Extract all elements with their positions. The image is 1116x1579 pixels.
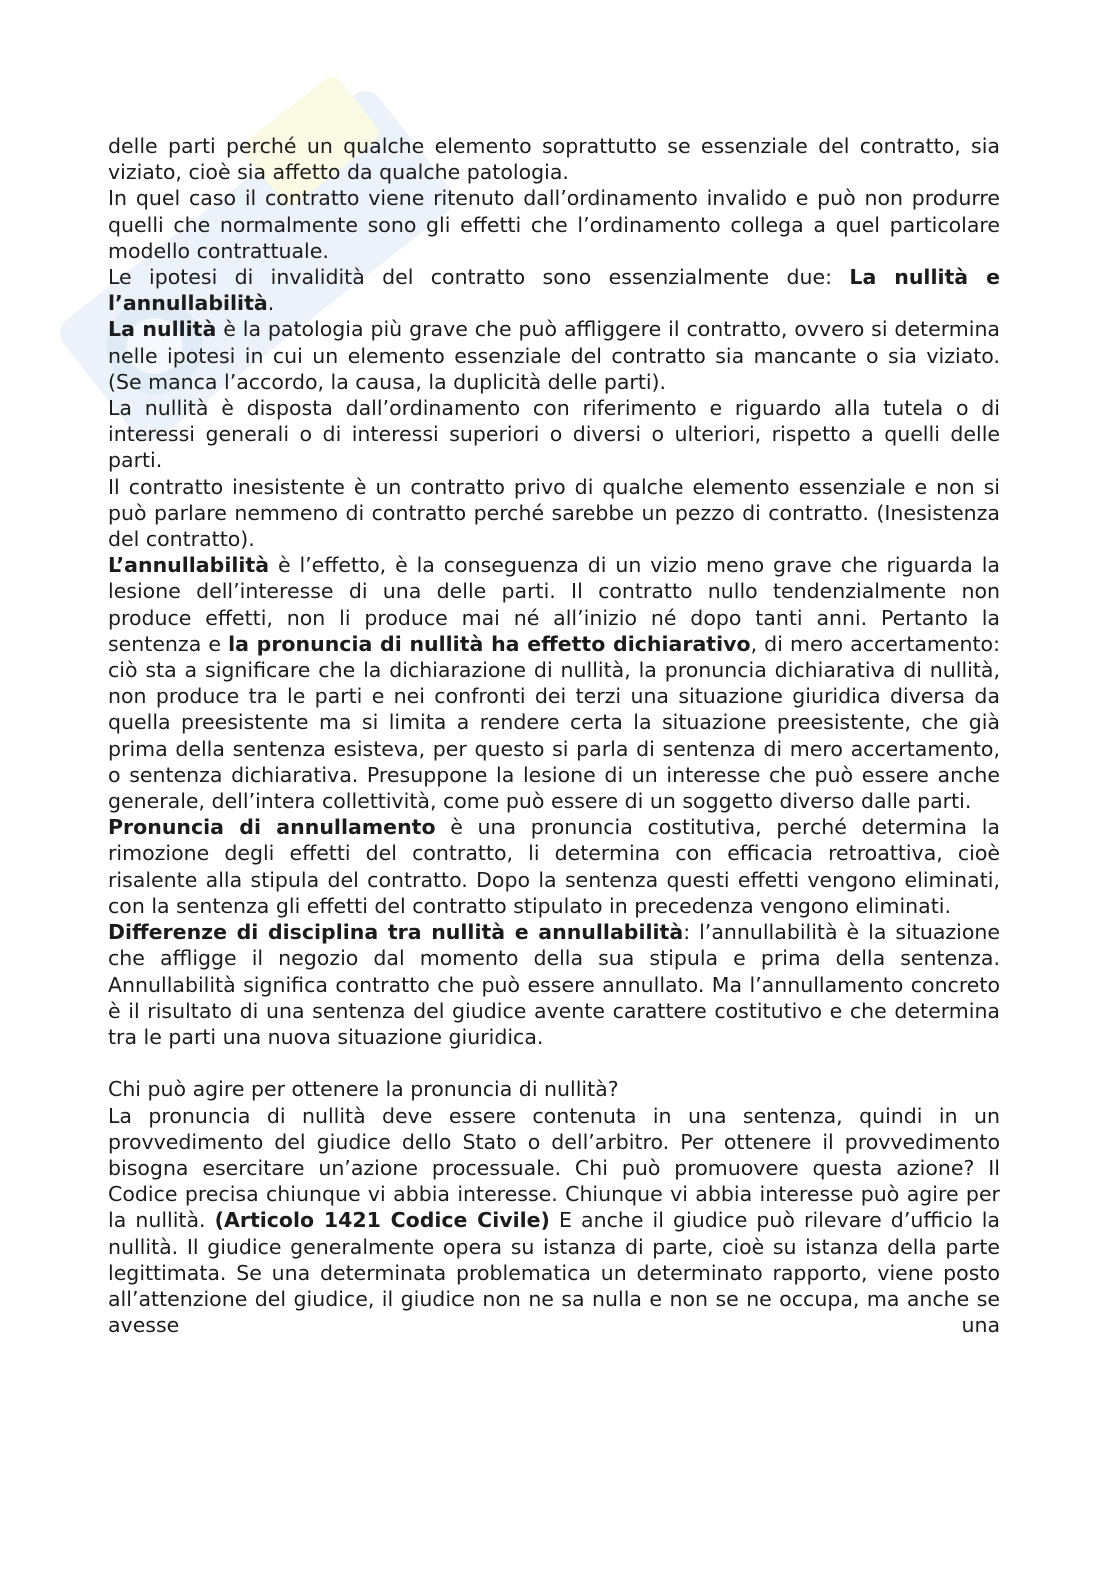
paragraph bbox=[108, 395, 1000, 474]
paragraph bbox=[108, 919, 1000, 1050]
text-run: Le ipotesi di invalidità del contratto sono essenzialmente due: bbox=[108, 265, 850, 290]
document-body bbox=[108, 133, 1000, 1338]
text-run: delle parti perché un qualche elemento soprattutto se essenziale del contratto, sia viziato, cioè sia affetto da qualche patologia. bbox=[108, 134, 1000, 185]
bold-text: La nullità bbox=[108, 317, 217, 342]
text-run: è l’effetto, è la conseguenza di un vizio meno grave che riguarda la lesione dell’interesse di una delle parti. Il contratto nullo tendenzialmente non produce effetti, non li produce mai né all’inizio né dopo tanti anni. Pertanto la sentenza e bbox=[108, 553, 1000, 656]
bold-text: (Articolo 1421 Codice Civile) bbox=[214, 1208, 550, 1233]
paragraph bbox=[108, 185, 1000, 264]
text-run: è una pronuncia costitutiva, perché determina la rimozione degli effetti del contratto, li determina con efficacia retroattiva, cioè risalente alla stipula del contratto. Dopo la sentenza questi effetti vengono eliminati, con la sentenza gli effetti del contratto stipulato in precedenza vengono eliminati. bbox=[108, 815, 1000, 918]
text-run: è la patologia più grave che può affliggere il contratto, ovvero si determina nelle ipotesi in cui un elemento essenziale del contratto sia mancante o sia viziato. (Se manca l’accordo, la causa, la duplicità delle parti). bbox=[108, 317, 1000, 394]
paragraph bbox=[108, 133, 1000, 185]
bold-text: la pronuncia di nullità ha effetto dichiarativo bbox=[228, 631, 751, 656]
paragraph bbox=[108, 316, 1000, 395]
paragraph bbox=[108, 814, 1000, 919]
text-run: La pronuncia di nullità deve essere contenuta in una sentenza, quindi in un provvedimento del giudice dello Stato o dell’arbitro. Per ottenere il provvedimento bisogna esercitare un’azione processuale. Chi può promuovere questa azione? Il Codice precisa chiunque vi abbia interesse. Chiunque vi abbia interesse può agire per la nullità. bbox=[108, 1103, 1000, 1233]
text-run: E anche il giudice può rilevare d’ufficio la nullità. Il giudice generalmente opera su istanza di parte, cioè su istanza della parte legittimata. Se una determinata problematica un determinato rapporto, viene posto all’attenzione del giudice, il giudice non ne sa nulla e non se ne occupa, ma anche se avesse una bbox=[108, 1208, 1000, 1338]
bold-text: Pronuncia di annullamento bbox=[108, 815, 436, 840]
text-run: . bbox=[267, 291, 275, 316]
paragraph bbox=[108, 264, 1000, 316]
bold-text: Differenze di disciplina tra nullità e annullabilità bbox=[108, 920, 684, 945]
text-run: In quel caso il contratto viene ritenuto dall’ordinamento invalido e può non produrre quelli che normalmente sono gli effetti che l’ordinamento collega a quel particolare modello contrattuale. bbox=[108, 186, 1000, 263]
text-run: : l’annullabilità è la situazione che affligge il negozio dal momento della sua stipula e prima della sentenza. Annullabilità significa contratto che può essere annullato. Ma l’annullamento concreto è il risultato di una sentenza del giudice avente carattere costitutivo e che determina tra le parti una nuova situazione giuridica. bbox=[108, 920, 1000, 1049]
paragraph bbox=[108, 1103, 1000, 1339]
paragraph bbox=[108, 474, 1000, 553]
bold-text: L’annullabilità bbox=[108, 553, 270, 578]
text-run: Il contratto inesistente è un contratto privo di qualche elemento essenziale e non si può parlare nemmeno di contratto perché sarebbe un pezzo di contratto. (Inesistenza del contratto). bbox=[108, 474, 1000, 552]
text-run: , di mero accertamento: ciò sta a significare che la dichiarazione di nullità, la pronuncia dichiarativa di nullità, non produce tra le parti e nei confronti dei terzi una situazione giuridica diversa da quella preesistente ma si limita a rendere certa la situazione preesistente, che già prima della sentenza esisteva, per questo si parla di sentenza di mero accertamento, o sentenza dichiarativa. Presuppone la lesione di un interesse che può essere anche generale, dell’intera collettività, come può essere di un soggetto diverso dalle parti. bbox=[108, 631, 1000, 814]
text-run: La nullità è disposta dall’ordinamento con riferimento e riguardo alla tutela o di interessi generali o di interessi superiori o diversi o ulteriori, rispetto a quelli delle parti. bbox=[108, 396, 1000, 473]
bold-text: La nullità e l’annullabilità bbox=[108, 265, 1000, 316]
blank-line bbox=[108, 1050, 1000, 1076]
paragraph bbox=[108, 552, 1000, 814]
paragraph bbox=[108, 1076, 1000, 1102]
text-run: Chi può agire per ottenere la pronuncia di nullità? bbox=[108, 1077, 619, 1102]
